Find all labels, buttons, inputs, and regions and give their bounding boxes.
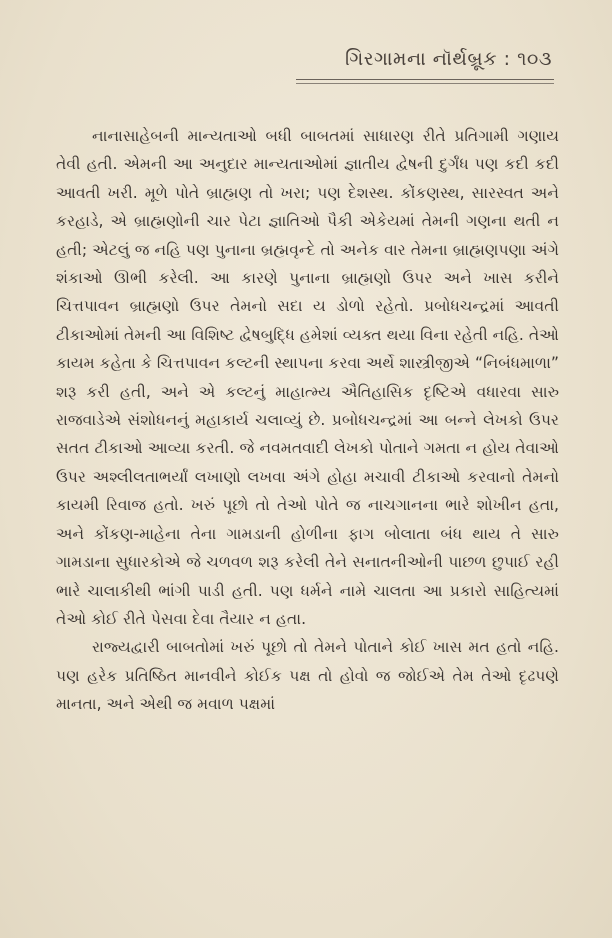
paragraph-2: રાજ્યદ્વારી બાબતોમાં ખરું પૂછો તો તેમને પોતાને કોઈ ખાસ મત હતો નહિ. પણ હરેક પ્રતિષ્ઠિત માનવીને કોઈક પક્ષ તો હોવો જ જોઈએ તેમ તેઓ દૃઢપણે માનતા, અને એથી જ મવાળ પક્ષમાં — [56, 638, 559, 714]
paragraph-1: નાનાસાહેબની માન્યતાઓ બધી બાબતમાં સાધારણ રીતે પ્રતિગામી ગણાય તેવી હતી. એમની આ અનુદાર માન્યતાઓમાં જ્ઞાતીય દ્વેષની દુર્ગંધ પણ કદી કદી આવતી ખરી. મૂળે પોતે બ્રાહ્મણ તો ખરા; પણ દેશસ્થ. કોંકણસ્થ, સારસ્વત અને કરહાડે, એ બ્રાહ્મણોની ચાર પેટા જ્ઞાતિઓ પૈકી એકેયમાં તેમની ગણના થતી ન હતી; એટલું જ નહિ પણ પુનાના બ્રહ્મવૃન્દે તો અનેક વાર તેમના બ્રાહ્મણપણા અંગે શંકાઓ ઊભી કરેલી. આ કારણે પુનાના બ્રાહ્મણો ઉપર અને ખાસ કરીને ચિત્તપાવન બ્રાહ્મણો ઉપર તેમનો સદા ય ડોળો રહેતો. પ્રબોધચન્દ્રમાં આવતી ટીકાઓમાં તેમની આ વિશિષ્ટ દ્વેષબુદ્ધિ હમેશાં વ્યક્ત થયા વિના રહેતી નહિ. તેઓ કાયમ કહેતા કે ચિત્તપાવન કલ્ટની સ્થાપના કરવા અર્થે શાસ્ત્રીજીએ “નિબંધમાળા” શરૂ કરી હતી, અને એ કલ્ટનું માહાત્મ્ય ઐતિહાસિક દૃષ્ટિએ વધારવા સારુ રાજવાડેએ સંશોધનનું મહાકાર્ય ચલાવ્યું છે. પ્રબોધચન્દ્રમાં આ બન્ને લેખકો ઉપર સતત ટીકાઓ આવ્યા કરતી. જે નવમતવાદી લેખકો પોતાને ગમતા ન હોય તેવાઓ ઉપર અશ્લીલતાભર્યાં લખાણો લખવા અંગે હોહા મચાવી ટીકાઓ કરવાનો તેમનો કાયમી રિવાજ હતો. ખરું પૂછો તો તેઓ પોતે જ નાચગાનના ભારે શોખીન હતા, અને કોંકણ-માહેના તેના ગામડાની હોળીના ફાગ બોલાતા બંધ થાય તે સારુ ગામડાના સુધારકોએ જે ચળવળ શરૂ કરેલી તેને સનાતનીઓની પાછળ છુપાઈ રહી ભારે ચાલાકીથી ભાંગી પાડી હતી. પણ ધર્મને નામે ચાલતા આ પ્રકારો સાહિત્યમાં તેઓ કોઈ રીતે પેસવા દેવા તૈયાર ન હતા. — [56, 127, 559, 628]
header-underline — [296, 79, 554, 84]
body-text — [56, 122, 559, 719]
running-header: ગિરગામના નૉર્થબ્રૂક : ૧૦૩ — [345, 48, 552, 70]
